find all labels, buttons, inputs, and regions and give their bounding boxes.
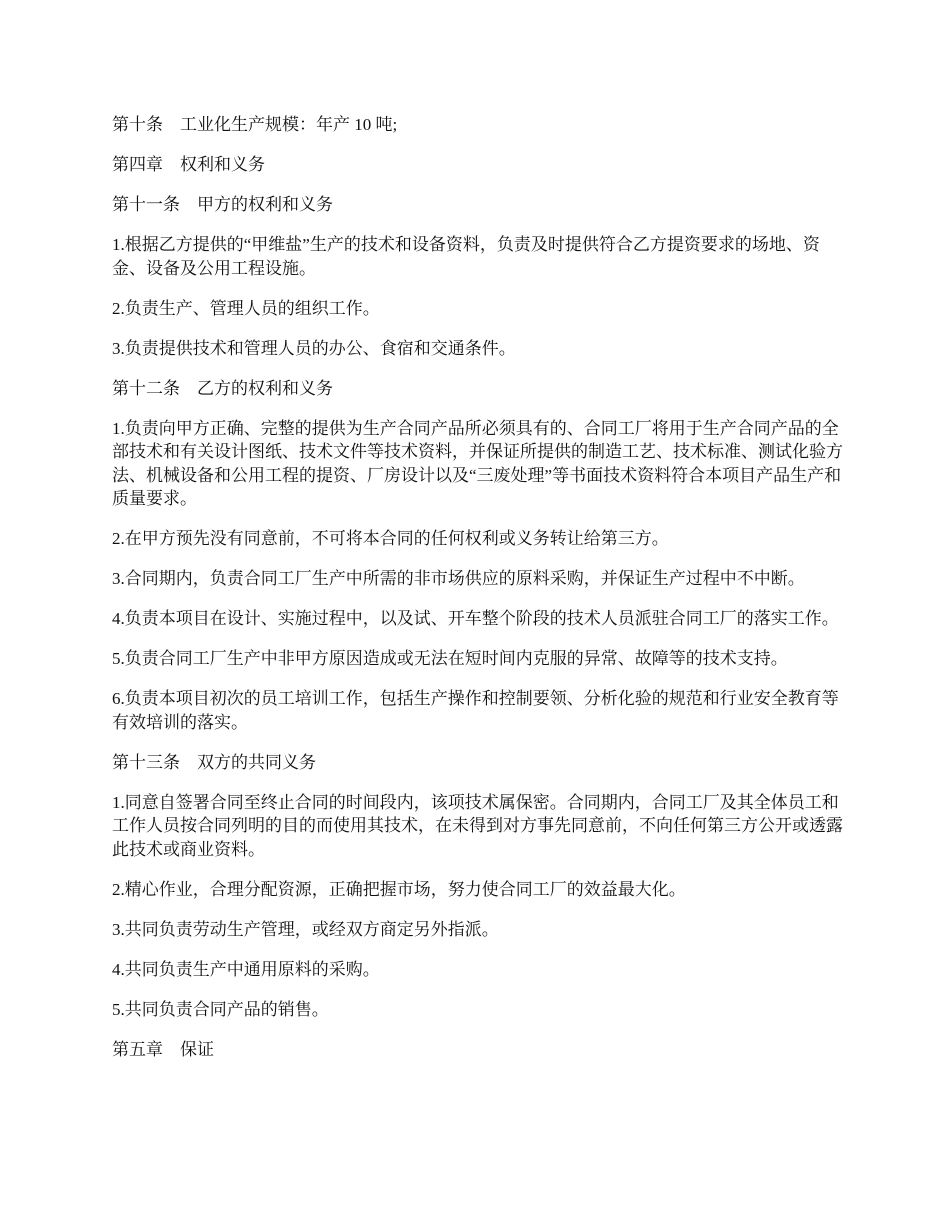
article-13-item-1: 1.同意自签署合同至终止合同的时间段内，该项技术属保密。合同期内，合同工厂及其全体员工和工作人员按合同列明的目的而使用其技术，在未得到对方事先同意前，不向任何第三方公开或透露此技术或商业资料。 [112,792,843,859]
article-13-item-4: 4.共同负责生产中通用原料的采购。 [112,959,380,979]
chapter-5-heading: 第五章 保证 [112,1039,214,1059]
article-12-item-5: 5.负责合同工厂生产中非甲方原因造成或无法在短时间内克服的异常、故障等的技术支持。 [112,649,788,668]
article-11-item-1: 1.根据乙方提供的“甲维盐”生产的技术和设备资料，负责及时提供符合乙方提资要求的场地、资金、设备及公用工程设施。 [112,235,820,278]
article-12-item-6: 6.负责本项目初次的员工培训工作，包括生产操作和控制要领、分析化验的规范和行业安全教育等有效培训的落实。 [112,689,839,732]
article-11-item-2: 2.负责生产、管理人员的组织工作。 [112,298,380,318]
article-13-item-2: 2.精心作业，合理分配资源，正确把握市场，努力使合同工厂的效益最大化。 [112,879,686,899]
article-12-item-3: 3.合同期内，负责合同工厂生产中所需的非市场供应的原料采购，并保证生产过程中不中断。 [112,569,805,588]
article-12-item-4: 4.负责本项目在设计、实施过程中，以及试、开车整个阶段的技术人员派驻合同工厂的落实工作。 [112,609,839,628]
article-11-heading: 第十一条 甲方的权利和义务 [112,195,333,214]
document-body [112,113,847,1078]
article-13-item-5: 5.共同负责合同产品的销售。 [112,999,329,1019]
article-12-item-2: 2.在甲方预先没有同意前，不可将本合同的任何权利或义务转让给第三方。 [112,529,669,548]
article-12-item-1: 1.负责向甲方正确、完整的提供为生产合同产品所必须具有的、合同工厂将用于生产合同产品的全部技术和有关设计图纸、技术文件等技术资料，并保证所提供的制造工艺、技术标准、测试化验方法、机械设备和公用工程的提资、厂房设计以及“三废处理”等书面技术资料符合本项目产品生产和质量要求。 [112,418,843,508]
article-13-item-3: 3.共同负责劳动生产管理，或经双方商定另外指派。 [112,919,499,939]
chapter-4-heading: 第四章 权利和义务 [112,155,265,174]
article-13-heading: 第十三条 双方的共同义务 [112,752,316,772]
article-10-scale: 第十条 工业化生产规模：年产 10 吨; [112,115,398,134]
article-12-heading: 第十二条 乙方的权利和义务 [112,378,333,398]
article-11-item-3: 3.负责提供技术和管理人员的办公、食宿和交通条件。 [112,338,516,358]
